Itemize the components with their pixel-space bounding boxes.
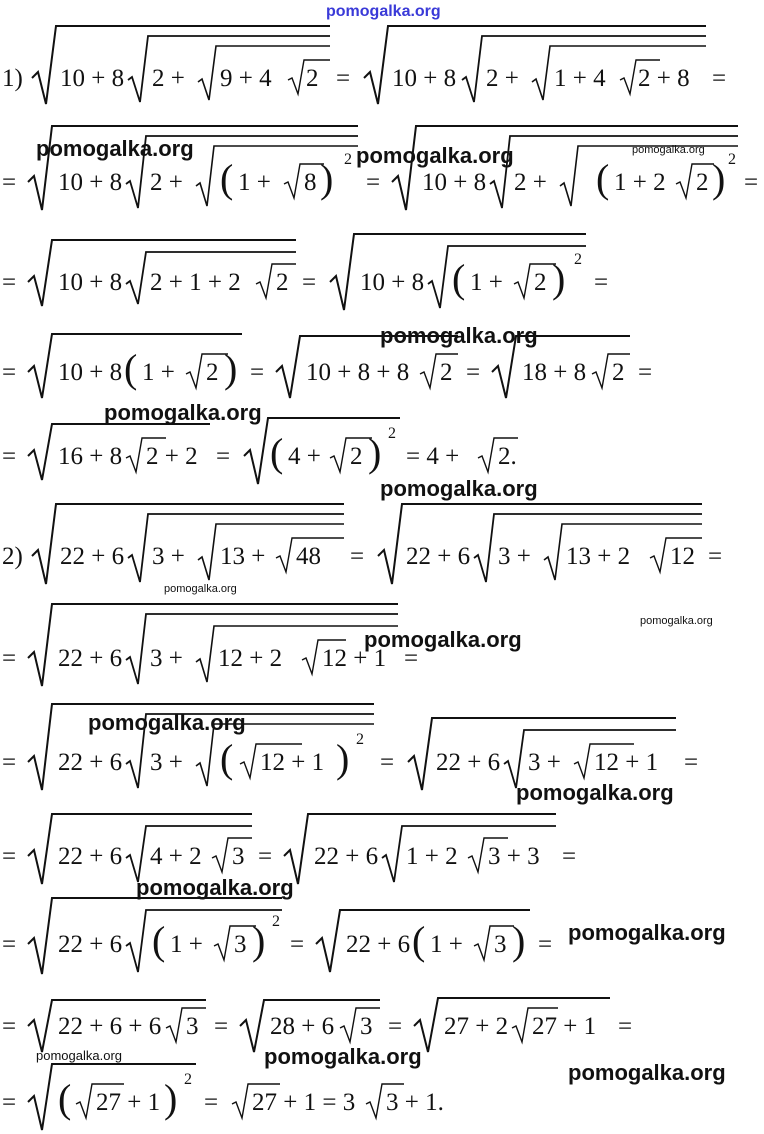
p1-line4 bbox=[2, 334, 652, 398]
svg-text:3: 3 bbox=[494, 931, 507, 958]
svg-text:=: = bbox=[290, 931, 305, 958]
svg-text:1 +: 1 + bbox=[238, 169, 271, 196]
svg-text:12 + 2: 12 + 2 bbox=[218, 645, 283, 672]
svg-text:(: ( bbox=[412, 918, 426, 963]
svg-text:4 +: 4 + bbox=[288, 443, 321, 470]
svg-text:=: = bbox=[538, 931, 553, 958]
svg-text:=: = bbox=[380, 749, 395, 776]
watermark[interactable]: pomogalka.org bbox=[380, 323, 538, 348]
svg-text:=: = bbox=[2, 749, 17, 776]
svg-text:10 + 8: 10 + 8 bbox=[360, 269, 425, 296]
svg-text:22 + 6: 22 + 6 bbox=[436, 749, 501, 776]
p2-line5 bbox=[2, 898, 552, 974]
svg-text:22 + 6: 22 + 6 bbox=[58, 931, 123, 958]
svg-text:=: = bbox=[638, 359, 653, 386]
svg-text:12 + 1: 12 + 1 bbox=[260, 749, 325, 776]
svg-text:9 + 4: 9 + 4 bbox=[220, 65, 272, 92]
svg-text:1 +: 1 + bbox=[470, 269, 503, 296]
svg-text:=: = bbox=[2, 443, 17, 470]
svg-text:12 + 1: 12 + 1 bbox=[322, 645, 387, 672]
svg-text:): ) bbox=[252, 918, 266, 963]
svg-text:): ) bbox=[512, 918, 526, 963]
svg-text:2 + 1 + 2: 2 + 1 + 2 bbox=[150, 269, 241, 296]
svg-text:=: = bbox=[336, 65, 351, 92]
watermark[interactable]: pomogalka.org bbox=[164, 583, 237, 595]
watermark[interactable]: pomogalka.org bbox=[380, 476, 538, 501]
svg-text:(: ( bbox=[220, 156, 234, 201]
svg-text:28 + 6: 28 + 6 bbox=[270, 1013, 335, 1040]
svg-text:=: = bbox=[712, 65, 727, 92]
watermark[interactable]: pomogalka.org bbox=[88, 710, 246, 735]
svg-text:): ) bbox=[368, 430, 382, 475]
svg-text:=: = bbox=[366, 169, 381, 196]
svg-text:): ) bbox=[224, 346, 238, 391]
svg-text:=: = bbox=[404, 645, 419, 672]
p1-line5 bbox=[2, 418, 518, 484]
svg-text:2: 2 bbox=[350, 443, 363, 470]
svg-text:3: 3 bbox=[186, 1013, 199, 1040]
svg-text:2 +: 2 + bbox=[152, 65, 185, 92]
svg-text:2: 2 bbox=[728, 151, 736, 168]
svg-text:10 + 8: 10 + 8 bbox=[58, 169, 123, 196]
svg-text:3: 3 bbox=[234, 931, 247, 958]
svg-text:(: ( bbox=[270, 430, 284, 475]
svg-text:=: = bbox=[2, 1089, 17, 1116]
svg-text:2 +: 2 + bbox=[514, 169, 547, 196]
svg-text:4 + 2: 4 + 2 bbox=[150, 843, 202, 870]
watermark[interactable]: pomogalka.org bbox=[36, 136, 194, 161]
problem2-label: 2) bbox=[2, 543, 23, 570]
svg-text:2: 2 bbox=[306, 65, 319, 92]
svg-text:13 + 2: 13 + 2 bbox=[566, 543, 631, 570]
svg-text:(: ( bbox=[58, 1076, 72, 1121]
svg-text:2: 2 bbox=[344, 151, 352, 168]
svg-text:12: 12 bbox=[670, 543, 695, 570]
watermark[interactable]: pomogalka.org bbox=[36, 1048, 122, 1063]
svg-text:12 + 1: 12 + 1 bbox=[594, 749, 659, 776]
svg-text:=: = bbox=[2, 645, 17, 672]
p2-line2 bbox=[2, 604, 418, 686]
p2-line1 bbox=[2, 504, 722, 584]
svg-text:(: ( bbox=[124, 346, 138, 391]
svg-text:2 +: 2 + bbox=[486, 65, 519, 92]
svg-text:2: 2 bbox=[388, 425, 396, 442]
svg-text:): ) bbox=[336, 736, 350, 781]
problem1-label: 1) bbox=[2, 65, 23, 92]
svg-text:=: = bbox=[594, 269, 609, 296]
svg-text:=: = bbox=[466, 359, 481, 386]
watermark[interactable]: pomogalka.org bbox=[356, 143, 514, 168]
svg-text:2: 2 bbox=[612, 359, 625, 386]
watermark[interactable]: pomogalka.org bbox=[104, 400, 262, 425]
svg-text:13 +: 13 + bbox=[220, 543, 266, 570]
svg-text:3 +: 3 + bbox=[528, 749, 561, 776]
svg-text:10 + 8: 10 + 8 bbox=[60, 65, 125, 92]
svg-text:=: = bbox=[214, 1013, 229, 1040]
svg-text:16 + 8: 16 + 8 bbox=[58, 443, 123, 470]
svg-text:=: = bbox=[250, 359, 265, 386]
watermark[interactable]: pomogalka.org bbox=[632, 144, 705, 156]
svg-text:3 +: 3 + bbox=[498, 543, 531, 570]
svg-text:(: ( bbox=[220, 736, 234, 781]
watermark[interactable]: pomogalka.org bbox=[568, 1060, 726, 1085]
svg-text:=: = bbox=[684, 749, 699, 776]
svg-text:2: 2 bbox=[356, 731, 364, 748]
svg-text:2 + 8: 2 + 8 bbox=[638, 65, 690, 92]
svg-text:=: = bbox=[350, 543, 365, 570]
svg-text:1 +: 1 + bbox=[142, 359, 175, 386]
svg-text:=: = bbox=[2, 269, 17, 296]
svg-text:(: ( bbox=[152, 918, 166, 963]
svg-text:2: 2 bbox=[574, 251, 582, 268]
svg-text:8: 8 bbox=[304, 169, 317, 196]
watermark[interactable]: pomogalka.org bbox=[136, 875, 294, 900]
svg-text:2: 2 bbox=[534, 269, 547, 296]
svg-text:=: = bbox=[2, 1013, 17, 1040]
svg-text:2: 2 bbox=[272, 913, 280, 930]
watermark[interactable]: pomogalka.org bbox=[640, 615, 713, 627]
p1-line1 bbox=[2, 26, 726, 104]
svg-text:=: = bbox=[2, 843, 17, 870]
svg-text:22 + 6: 22 + 6 bbox=[58, 645, 123, 672]
svg-text:=: = bbox=[562, 843, 577, 870]
svg-text:2 +: 2 + bbox=[150, 169, 183, 196]
svg-text:=: = bbox=[744, 169, 759, 196]
svg-text:=: = bbox=[618, 1013, 633, 1040]
svg-text:1 + 2: 1 + 2 bbox=[614, 169, 666, 196]
svg-text:3: 3 bbox=[360, 1013, 373, 1040]
svg-text:3 + 1.: 3 + 1. bbox=[386, 1089, 444, 1116]
svg-text:48: 48 bbox=[296, 543, 321, 570]
svg-text:3 + 3: 3 + 3 bbox=[488, 843, 540, 870]
svg-text:27 + 1: 27 + 1 bbox=[96, 1089, 161, 1116]
svg-text:2.: 2. bbox=[498, 443, 517, 470]
svg-text:3: 3 bbox=[232, 843, 245, 870]
svg-text:10 + 8: 10 + 8 bbox=[422, 169, 487, 196]
svg-text:2: 2 bbox=[440, 359, 453, 386]
watermark-top[interactable]: pomogalka.org bbox=[326, 3, 441, 20]
svg-text:18 + 8: 18 + 8 bbox=[522, 359, 587, 386]
svg-text:1 + 4: 1 + 4 bbox=[554, 65, 606, 92]
svg-text:3 +: 3 + bbox=[152, 543, 185, 570]
svg-text:2 + 2: 2 + 2 bbox=[146, 443, 198, 470]
svg-text:10 + 8: 10 + 8 bbox=[392, 65, 457, 92]
svg-text:): ) bbox=[552, 256, 566, 301]
watermark[interactable]: pomogalka.org bbox=[364, 627, 522, 652]
p2-line7 bbox=[2, 1064, 444, 1130]
svg-text:22 + 6: 22 + 6 bbox=[58, 843, 123, 870]
svg-text:=: = bbox=[204, 1089, 219, 1116]
svg-text:(: ( bbox=[596, 156, 610, 201]
svg-text:22 + 6 + 6: 22 + 6 + 6 bbox=[58, 1013, 162, 1040]
svg-text:27 + 2: 27 + 2 bbox=[444, 1013, 509, 1040]
svg-text:22 + 6: 22 + 6 bbox=[60, 543, 125, 570]
svg-text:=: = bbox=[302, 269, 317, 296]
svg-text:2: 2 bbox=[184, 1071, 192, 1088]
svg-text:=: = bbox=[258, 843, 273, 870]
svg-text:22 + 6: 22 + 6 bbox=[314, 843, 379, 870]
svg-text:(: ( bbox=[452, 256, 466, 301]
svg-text:27 + 1 = 3: 27 + 1 = 3 bbox=[252, 1089, 356, 1116]
svg-text:): ) bbox=[712, 156, 726, 201]
svg-text:): ) bbox=[164, 1076, 178, 1121]
svg-text:1 +: 1 + bbox=[170, 931, 203, 958]
svg-text:22 + 6: 22 + 6 bbox=[406, 543, 471, 570]
svg-text:3 +: 3 + bbox=[150, 645, 183, 672]
svg-text:2: 2 bbox=[276, 269, 289, 296]
svg-text:=: = bbox=[2, 359, 17, 386]
svg-text:2: 2 bbox=[206, 359, 219, 386]
svg-text:=: = bbox=[388, 1013, 403, 1040]
p1-line3 bbox=[2, 234, 608, 310]
svg-text:1 +: 1 + bbox=[430, 931, 463, 958]
p2-line4 bbox=[2, 814, 576, 884]
svg-text:27 + 1: 27 + 1 bbox=[532, 1013, 597, 1040]
watermark[interactable]: pomogalka.org bbox=[516, 780, 674, 805]
svg-text:3 +: 3 + bbox=[150, 749, 183, 776]
svg-text:=: = bbox=[708, 543, 723, 570]
svg-text:22 + 6: 22 + 6 bbox=[58, 749, 123, 776]
svg-text:=: = bbox=[2, 169, 17, 196]
svg-text:=: = bbox=[216, 443, 231, 470]
svg-text:): ) bbox=[320, 156, 334, 201]
svg-text:10 + 8: 10 + 8 bbox=[58, 269, 123, 296]
svg-text:= 4 +: = 4 + bbox=[406, 443, 460, 470]
svg-text:10 + 8 + 8: 10 + 8 + 8 bbox=[306, 359, 410, 386]
watermark[interactable]: pomogalka.org bbox=[264, 1044, 422, 1069]
svg-text:1 + 2: 1 + 2 bbox=[406, 843, 458, 870]
svg-text:22 + 6: 22 + 6 bbox=[346, 931, 411, 958]
svg-text:10 + 8: 10 + 8 bbox=[58, 359, 123, 386]
watermark[interactable]: pomogalka.org bbox=[568, 920, 726, 945]
svg-text:=: = bbox=[2, 931, 17, 958]
svg-text:2: 2 bbox=[696, 169, 709, 196]
